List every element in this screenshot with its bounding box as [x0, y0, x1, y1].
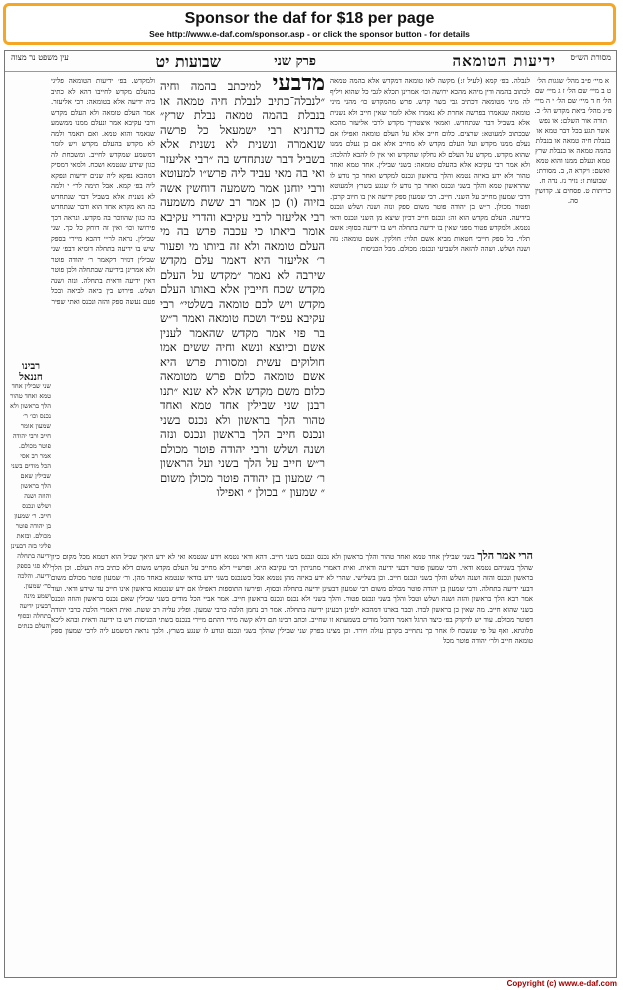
gemara-opening-word: מדבעי: [272, 70, 326, 96]
margin-notes-text: א מיי׳ פ״ב מהל׳ שגגות הל׳ ט ב מיי׳ שם הל׳ ז ג מיי׳ שם הל׳ ח ד מיי׳ שם הל׳ י ה מיי׳ פ״ג מהל׳ ביאת מקדש הל׳ כ. תורה אור השלם: או נפש אשר תגע בכל דבר טמא או בנבלת חיה טמאה או בנבלת בהמה טמאה או בנבלת שרץ טמא ונעלם ממנו והוא טמא ואשם: ויקרא ה, ב. מסורת: שבועות ז: נזיר נז. נדה ח. כריתות ט. פסחים צ. קדושין סה.: [534, 77, 612, 205]
page-header: [5, 51, 616, 72]
rabbeinu-hananel-heading: רבינו חננאל: [19, 361, 43, 383]
gemara-text-block: [160, 70, 326, 499]
ein-mishpat-label: עין משפט נר מצוה: [11, 53, 69, 62]
sponsor-banner-title[interactable]: Sponsor the daf for $18 per page: [184, 10, 435, 27]
rashi-text: לנבלה. בפ׳ קמא (לעיל ז:) מקשה לאו טומאה דמקדש אלא בהמה טמאה לכתוב בהמה ודין מיהא מהכא ירושה וכו׳ אמרינן תכלא לגבי כל שהוא ויליף לה מיני מטומאה דכתיב גבי בשר קדש. פרש מהמקדש כו׳ מהני מיני טומאה שנאמרו בפרשה אחרת לא נאמרו אלא לומר שאין חייב ולא נשנית אלא בשביל דבר שנתחדש. ואמאי איצטריך מקדש לרבי אליעזר מהכא שבכתוב למעוטא: שרצים. כלום חייב אלא על העלם טומאה ואפילו אם נעלם ממנו מקדש ועל העלם מקדש לא מחייב אלא אם כן נעלם ממנו שהוא מקדש. מקדש על העלם לא נחלקו שהקדש ואי אין לו להבא להלכה: ולא אמר רבי עקיבא אלא בהעלם טומאה: בשני שבילין. אחד טמא ואחד טהור ולא ידע באיזה נטמא והלך בראשון ונכנס למקדש ואחר כך נודע לו שהראשון טמא והלך בשני ונכנס ואחר כך נודע לו שנגע בשרץ ולמעוטא דרבי שמעון מחייב על השני. חייב. רבי שמעון ספק ידיעה אין בו חיוב קרבן. ופטור מכולן. ר״ש בן יהודה פוטר משום ספק ונזה ושנה ושלש ונכנס בידיעה. העלם מקדש הוא זה: ונכנס חייב דכיון שיצא מן השני ונכנס ודאי נטמא. ולמקדש פטור מפני שאין בו ידיעה בתחלה ויש בו ידיעה בסוף: אשם תלוי. כל ספק חייבי חטאות מביא אשם תלוי: חולקין. אשם טומאה: נזה ושנה ושלש. ושהה להזאה ולשביעי ונכנס: מכולם. מכל הכניסות: [330, 77, 530, 253]
sponsor-banner[interactable]: [3, 3, 616, 45]
tractate-page: שבועות יט: [155, 52, 221, 71]
margin-notes: [534, 76, 612, 916]
chapter-title: ידיעות הטומאה: [452, 52, 556, 70]
rabbeinu-hananel-text: [9, 381, 51, 681]
bottom-commentary-text: בשני שבילין אחד טמא ואחד טהור והלך בראשון ולא נכנס ונכנס בשני חייב. דהא ודאי נטמא וידע שנטמא ואי לא ידע היאך שביל הוא דטמא מכל מקום כיון שהלך בשניהם נטמא ודאי. ורבי שמעון פוטר דבעי ידיעה ודאית. ואית דאמרי מתניתין רבי עקיבא היא. ופרש״י דלא מחייב על העלם מקדש משום דלא כתיב ביה העלם. וכן הלך בראשון ונכנס והזה ושנה ושלש והלך בשני ונכנס חייב. וכן בשלישי. שהרי לא ידע באיזה מהן נטמא אבל כשנכנס בשני ידע בודאי שנטמא באחד מהן. ור׳ שמעון פוטר מכולם משום דבעי ידיעה בתחלה. ורבי שמעון בן יהודה פוטר מכולם משום רבי שמעון דבעינן ידיעה בתחלה ובסוף. ופירשו התוספות דאפילו אם ידע שנטמא בראשון אינו חייב עד שידע ודאי. ועוד אמר רבא הלך בראשון והזה ושנה ושלש וטבל והלך בשני ונכנס פטור. והלך בשני ולא נכנס ונכנס בראשון חייב. אמר אביי הכל מודים בשני שבילין שאם נכנס בראשון והוזה ונכנס בשני שהוא חייב. מה שאין כן בראשון לבדו. וכבר בארנו דמהכא ילפינן דבעינן ידיעה בתחלה. אמר רב נחמן הלכה כרבי שמעון. ופליג עליה רב ששת. ואית דאמרי הלכה כרבי יהודה דפוטר מכולם. עוד יש לדקדק בפ׳ כיצד הרגל דאמר דהכל מודים בשמעתא זו שחייב. וכתב רבינו תם דלא קשה מידי דהתם מיירי בנכנס בשתי הכניסות ויש בו ידיעה ודאית ובהא ליכא פלוגתא. ואף על פי שנשכח לו אחר כך נתחייב בקרבן עולה ויורד. וכן מצינו בפרק שני שבילין שהלך בשני ונכנס ונודע לו שנגע בשרץ. ולכך נראה דמשמע ליה לרבי שמעון ספק טומאה חייב ולר׳ יהודה פוטר מכל: [51, 553, 533, 645]
chapter-number: פרק שני: [274, 54, 316, 69]
bottom-commentary: [51, 551, 533, 971]
talmud-page: [4, 50, 617, 978]
tosafot-commentary: [51, 76, 155, 546]
rabbeinu-hananel-body: שני שבילין אחד טמא ואחד טהור הלך בראשון ולא נכנס וכו׳ ר׳ שמעון אומר חייב ורבי יהודה פוטר מכולם. אמר רב אסי הכל מודים בשני שבילין שאם הלך בראשון והוזה ושנה ושלש ונכנס חייב. ר׳ שמעון בן יהודה פוטר מכולם. ובזאת פליגי בזה דבעינן ידיעה בתחלה ולא סגי בספק ידיעה. והלכה כר׳ שמעון. ושמע מינה דבעינן ידיעה בתחלה ובסוף והעלם בנתים: [10, 382, 51, 630]
masoret-hashas-label: מסורת הש״ס: [570, 53, 611, 62]
copyright-notice[interactable]: Copyright (c) www.e-daf.com: [506, 979, 617, 988]
sponsor-banner-subtitle[interactable]: See http://www.e-daf.com/sponsor.asp - or click the sponsor button - for details: [149, 29, 470, 39]
dibbur-hamatchil-2: אמר: [496, 549, 516, 562]
dibbur-hamatchil-3: הלך: [477, 549, 495, 562]
tosafot-text: ולמקדש. בפ׳ ידיעות הטומאה פליגי בהעלם מקדש לחייבו דהא לא כתיב ביה ידיעה אלא בטומאה: רבי אליעזר. אמר העלם טומאה ולא העלם מקדש ורבי עקיבא אמר ונעלם ממנו ממשמע שנאמר והוא טמא. ואם תאמר ולמה לא מקדש בהעלם מקדש ויש לומר דמשמע שמקדש לחייב. ומשכחת לה כגון שידע שנטמא ושכח. ולמאי דמסיק דמהכא נפקא ליה שנים ידיעות ונפקא ליה בפ׳ קמא. אבל תימה לר״ י ולמה לא נשנית אלא בשביל דבר שנתחדש בה הא מקרא אחד הוא ודבר שנתחדש בה כגון שהוזכר בה מקדש. ונראה דכך פירושו וכו׳ ואין זה דוחק כל כך. שני שבילין. נראה לר״י דהכא מיירי בספק שיש בו ידיעה בתחלה דומיא דבפ׳ שני שבילין דנזיר דקאמר ר׳ יהודה פוטר ולא אמרינן בידיעה שבתחלה ולכן פוטר דאין ידיעה ודאית בתחלה. ונזה ושנה ושלש. פירוש בין ביאה לביאה ובכל פעם נעשה ספק והזה ונכנס ואתי שפיר: [51, 77, 155, 306]
dibbur-hamatchil-1: הרי: [518, 549, 533, 562]
gemara-text: למיכתב בהמה וחיה ״לנבלה־כתיב לנבלת חיה טמאה או בנבלת בהמה טמאה נבלת שרץ״ כדתניא רבי ישמעאל כל פרשה שנאמרה ונשנית לא נשנית אלא בשביל דבר שנתחדש בה ״רבי אליעזר ואי בה מאי עביד ליה פרש״ו למעוטא ורבי יוחנן אמר משמעה דוחשין אשה בזיוה (ו) כן אמר רב ששת משמעה רבי אליעזר לרבי עקיבא והדרי עקיבא אומר ביאתו כי עכבה פרש בה מי העלם טומאה ולא זה ביותו מי ופעור ר׳ אליעזר היא דאמר עלם מקדש שירבה לא נאמר ״מקדש על העלם מקדש שכח חייבין אלא באותו העלם מקדש ויש לכם טומאה בשלטי״ רבי עקיבא עפ״ד ושכח טומאה ואמר ר״ש בר פזי אמר מקדש שהאמר לענין אשם וכיוצא ונשא וחיה ששים אמו חולוקים עשית ומסורת פרש היא אשם טומאה כלום פרש מטומאה כלום משם מקדש אלא לא שנא ״תנו רבנן שני שבילין אחד טמא ואחד טהור הלך בראשון ולא נכנס בשני ונכנס חייב הלך בראשון ונכנס ונזה ושנה ושלש ורבי יהודה פוטר מכולם ר״ש חייב על הלך בשני ועל הראשון ר׳ שמעון בן יהודה פוטר מכולן משום ״ שמעון ״ בכולן ״ ואפילו: [160, 79, 325, 499]
